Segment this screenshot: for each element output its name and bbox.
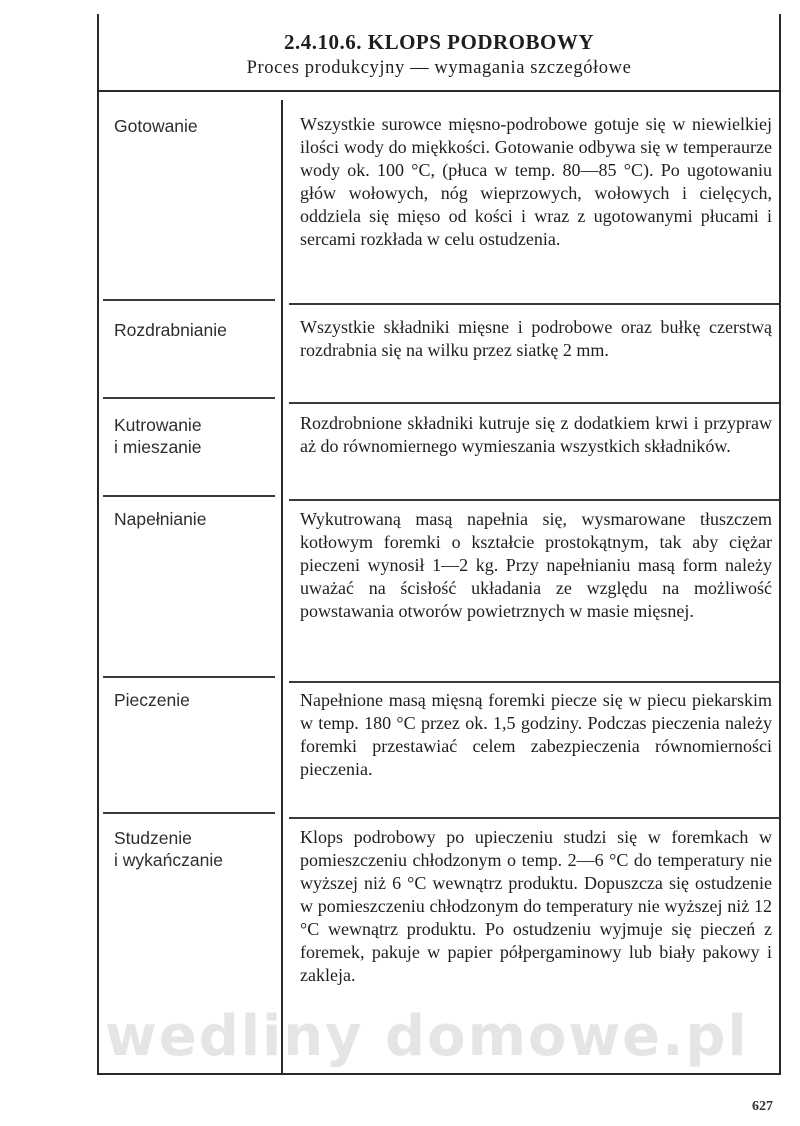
step-text-napelnianie: Wykutrowaną masą napełnia się, wysmarowane tłuszczem kotłowym foremki o kształcie prostokątnym, tak aby ciężar pieczeni wynosił 1—2 kg. Przy napełnianiu masą form należy uważać na ścisłość układania ze względu na możliwość powstawania otworów powietrznych w masie mięsnej.: [300, 509, 772, 621]
step-text-rozdrabnianie: Wszystkie składniki mięsne i podrobowe oraz bułkę czerstwą rozdrabnia się na wilku przez siatkę 2 mm.: [300, 317, 772, 360]
process-table: [97, 14, 781, 1075]
section-code: 2.4.10.6.: [283, 30, 362, 54]
page-title: [99, 30, 779, 55]
step-label-kutrowanie: Kutrowanie i mieszanie: [114, 415, 202, 457]
step-text-gotowanie: Wszystkie surowce mięsno-podrobowe gotuje się w niewielkiej ilości wody do miękkości. Gotowanie odbywa się w temperaurze wody ok. 100 °C, (płuca w temp. 80—85 °C). Po ugotowaniu głów wołowych, nóg wieprzowych, wołowych i cielęcych, oddziela się mięso od kości i wraz z ugotowanymi płucami i sercami rozkłada w celu ostudzenia.: [300, 114, 772, 249]
step-text-pieczenie: Napełnione masą mięsną foremki piecze się w piecu piekarskim w temp. 180 °C przez ok. 1,5 godziny. Podczas pieczenia należy foremki przestawiać celem zabezpieczenia równomierności pieczenia.: [300, 690, 772, 779]
row-divider: [289, 817, 779, 819]
row-divider: [289, 681, 779, 683]
watermark: wedliny domowe.pl: [105, 1004, 749, 1069]
step-label-napelnianie: Napełnianie: [114, 509, 207, 529]
row-divider: [289, 402, 779, 404]
step-text-studzenie: Klops podrobowy po upieczeniu studzi się w foremkach w pomieszczeniu chłodzonym o temp. 2—6 °C do temperatury nie wyższej niż 6 °C wewnątrz produktu. Dopuszcza się ostudzenie w pomieszczeniu chłodzonym do temperatury nie wyższej niż 12 °C wewnątrz produktu. Po ostudzeniu wyjmuje się pieczeń z foremek, pakuje w papier półpergaminowy lub biały pakowy i zakleja.: [300, 827, 772, 985]
row-divider: [103, 299, 275, 301]
step-label-gotowanie: Gotowanie: [114, 116, 198, 136]
section-title: KLOPS PODROBOWY: [367, 30, 595, 54]
step-text-kutrowanie: Rozdrobnione składniki kutruje się z dodatkiem krwi i przypraw aż do równomiernego wymieszania wszystkich składników.: [300, 413, 772, 456]
row-divider: [103, 812, 275, 814]
row-divider: [289, 499, 779, 501]
page-number: 627: [752, 1099, 773, 1114]
row-divider: [103, 676, 275, 678]
table-header: [99, 14, 779, 92]
table-subtitle: Proces produkcyjny — wymagania szczegółowe: [246, 58, 632, 78]
row-divider: [103, 397, 275, 399]
step-label-rozdrabnianie: Rozdrabnianie: [114, 320, 227, 340]
step-label-pieczenie: Pieczenie: [114, 690, 190, 710]
column-divider: [281, 100, 283, 1075]
step-label-studzenie: Studzenie i wykańczanie: [114, 828, 223, 870]
row-divider: [289, 303, 779, 305]
row-divider: [103, 495, 275, 497]
